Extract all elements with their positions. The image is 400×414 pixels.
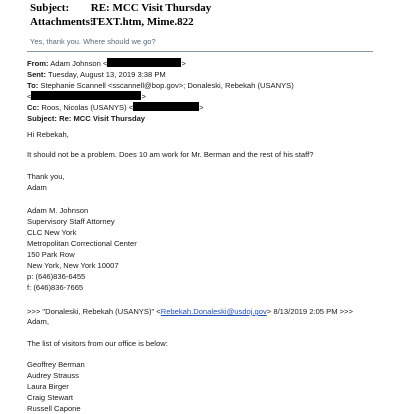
fwd-sent-row xyxy=(27,69,166,80)
body-name: Adam xyxy=(27,183,47,192)
attachments-value[interactable]: TEXT.htm, Mime.822 xyxy=(90,16,194,28)
body-greeting: Hi Rebekah, xyxy=(27,130,69,139)
signature-fax: f: (646)836-7665 xyxy=(27,283,84,292)
fwd-to-cont-row xyxy=(27,91,146,102)
header-separator xyxy=(27,51,373,52)
fwd-from-end: > xyxy=(181,59,186,68)
redaction-box xyxy=(107,58,181,67)
visitor-item: Laura Birger xyxy=(27,382,69,391)
fwd-from-value: Adam Johnson < xyxy=(50,59,108,68)
body-paragraph: It should not be a problem. Does 10 am work for Mr. Berman and the rest of his staff? xyxy=(27,150,314,159)
quoted-header xyxy=(27,306,353,317)
fwd-from-label: From: xyxy=(27,59,49,68)
quoted-suffix: > 8/13/2019 2:05 PM >>> xyxy=(266,307,353,316)
signature-phone: p: (646)836-6455 xyxy=(27,272,86,281)
fwd-subject-value: Re: MCC Visit Thursday xyxy=(59,114,146,123)
visitor-item: Geoffrey Berman xyxy=(27,360,85,369)
visitor-item: Craig Stewart xyxy=(27,393,74,402)
fwd-sent-value: Tuesday, August 13, 2019 3:38 PM xyxy=(47,70,166,79)
fwd-cc-row xyxy=(27,102,204,113)
reply-text: Yes, thank you. Where should we go? xyxy=(30,37,156,46)
fwd-to-cont-end: > xyxy=(141,92,146,101)
visitor-item: Russell Capone xyxy=(27,404,81,413)
fwd-to-value: Stephanie Scannell <sscannell@bop.gov>; Donaleski, Rebekah (USANYS) xyxy=(40,81,294,90)
quoted-intro: The list of visitors from our office is below: xyxy=(27,339,168,348)
fwd-to-cont-start: < xyxy=(27,92,32,101)
signature-line: Metropolitan Correctional Center xyxy=(27,239,137,248)
fwd-cc-label: Cc: xyxy=(27,103,40,112)
subject-value: RE: MCC Visit Thursday xyxy=(90,2,212,14)
fwd-subject-label: Subject: xyxy=(27,114,57,123)
signature-line: CLC New York xyxy=(27,228,77,237)
fwd-to-row xyxy=(27,80,294,91)
body-thanks: Thank you, xyxy=(27,172,65,181)
fwd-cc-end: > xyxy=(199,103,204,112)
redaction-box xyxy=(31,91,141,100)
fwd-subject-row xyxy=(27,113,145,124)
signature-line: Adam M. Johnson xyxy=(27,206,89,215)
fwd-sent-label: Sent: xyxy=(27,70,46,79)
redaction-box xyxy=(133,102,199,111)
attachments-label: Attachments: xyxy=(30,16,94,28)
attachments-row xyxy=(30,16,194,28)
quoted-prefix: >>> "Donaleski, Rebekah (USANYS)" < xyxy=(27,307,161,316)
fwd-from-row xyxy=(27,58,186,69)
fwd-to-label: To: xyxy=(27,81,39,90)
signature-line: New York, New York 10007 xyxy=(27,261,119,270)
quoted-email-link[interactable]: Rebekah.Donaleski@usdoj.gov xyxy=(160,307,267,316)
signature-line: Supervisory Staff Attorney xyxy=(27,217,115,226)
signature-line: 150 Park Row xyxy=(27,250,75,259)
visitor-item: Audrey Strauss xyxy=(27,371,79,380)
subject-label: Subject: xyxy=(30,2,70,14)
subject-row xyxy=(30,2,211,14)
quoted-salutation: Adam, xyxy=(27,317,49,326)
fwd-cc-value: Roos, Nicolas (USANYS) < xyxy=(41,103,134,112)
